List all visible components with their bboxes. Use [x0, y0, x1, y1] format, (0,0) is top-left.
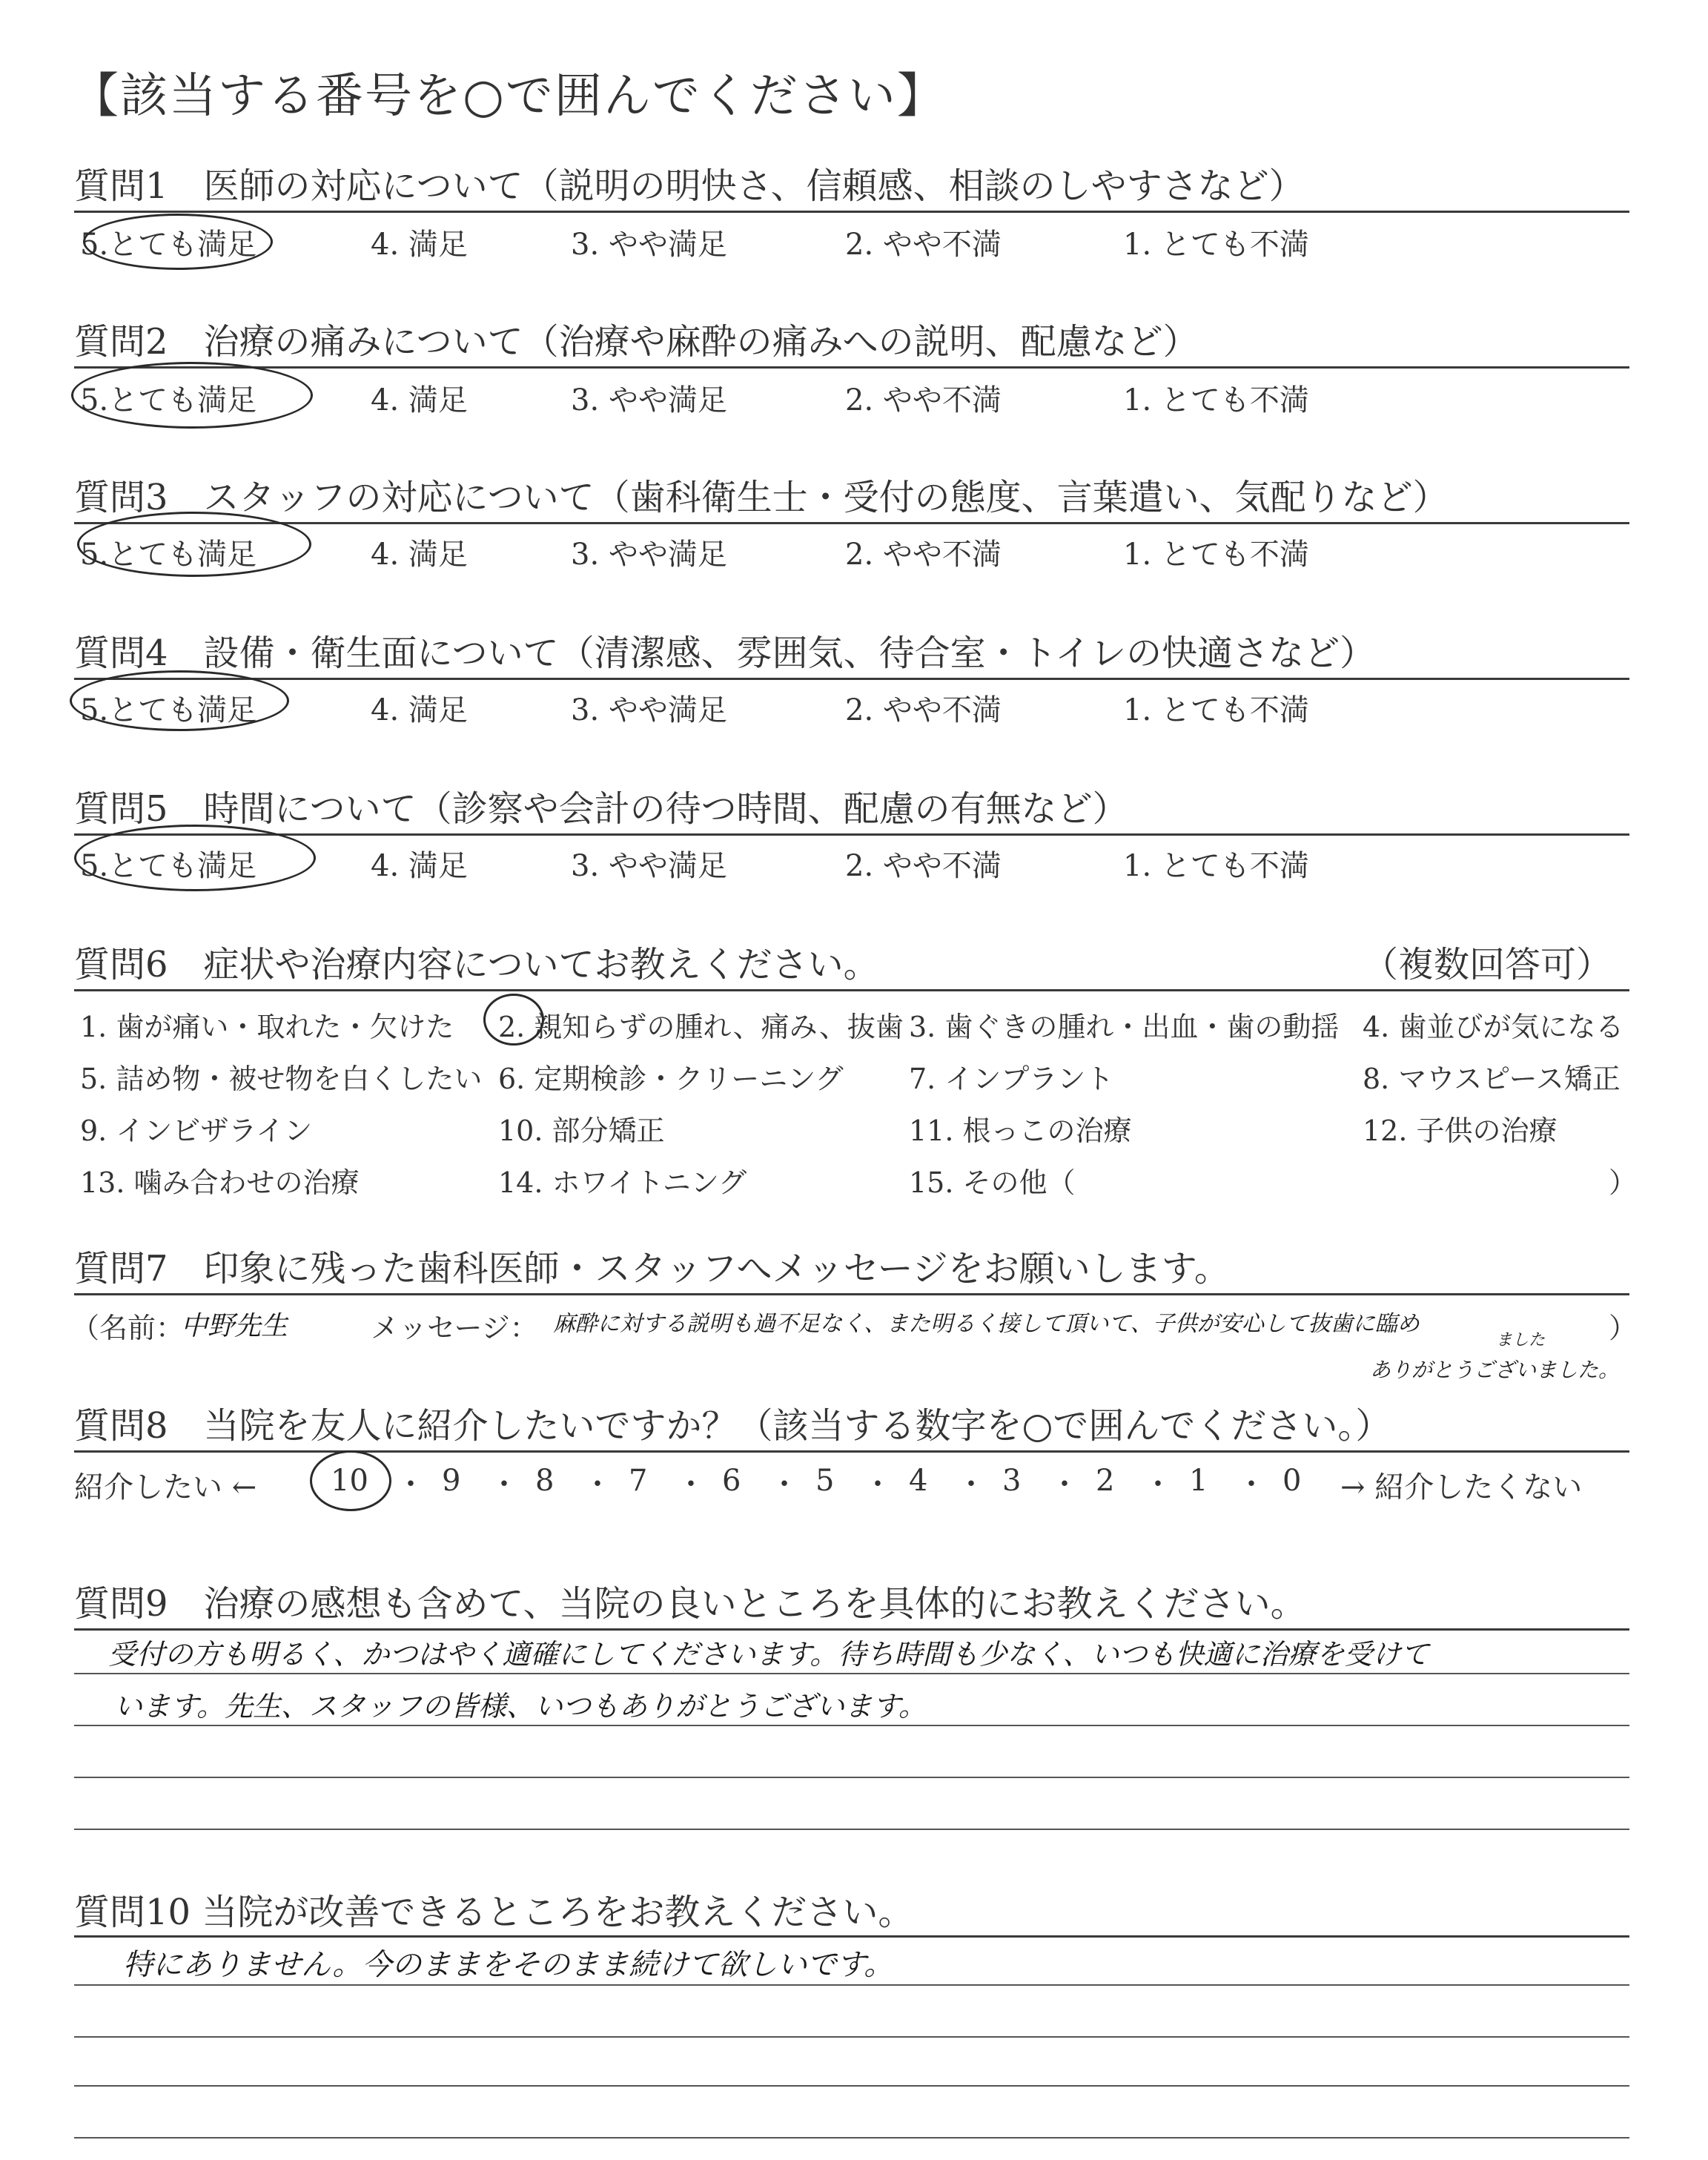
- option-1[interactable]: 1. とても不満: [1123, 228, 1309, 262]
- scale-separator: ・: [956, 1467, 986, 1502]
- option-3[interactable]: 3. やや満足: [571, 693, 727, 727]
- option-5[interactable]: 5.とても満足: [80, 228, 257, 262]
- question-5-title: 質問5 時間について（診察や会計の待つ時間、配慮の有無など）: [74, 788, 1128, 830]
- question-9-title: 質問9 治療の感想も含めて、当院の良いところを具体的にお教えください。: [74, 1583, 1306, 1625]
- selection-circle: [310, 1450, 391, 1511]
- symptom-item[interactable]: 4. 歯並びが気になる: [1363, 1011, 1624, 1043]
- selection-circle: [74, 825, 316, 891]
- scale-2[interactable]: 2: [1096, 1464, 1115, 1498]
- question-9-answer-line2[interactable]: います。先生、スタッフの皆様、いつもありがとうございます。: [114, 1690, 927, 1723]
- question-9-answer-line1[interactable]: 受付の方も明るく、かつはやく適確にしてくださいます。待ち時間も少なく、いつも快適に治療を受けて: [108, 1638, 1429, 1671]
- question-2-rule: [74, 366, 1629, 369]
- scale-separator: ・: [863, 1467, 893, 1502]
- answer-line: [74, 1984, 1629, 1986]
- name-value[interactable]: 中野先生: [181, 1311, 288, 1341]
- question-3-title: 質問3 スタッフの対応について（歯科衛生士・受付の態度、言葉遣い、気配りなど）: [74, 477, 1449, 518]
- option-3[interactable]: 3. やや満足: [571, 228, 727, 262]
- symptom-item[interactable]: 13. 噛み合わせの治療: [80, 1166, 360, 1199]
- question-6-title: 質問6 症状や治療内容についてお教えください。: [74, 944, 879, 985]
- option-3[interactable]: 3. やや満足: [571, 538, 727, 572]
- selection-circle: [70, 670, 289, 731]
- question-3-rule: [74, 522, 1629, 524]
- other-close-paren: ）: [1609, 1166, 1638, 1199]
- selection-circle: [71, 362, 313, 429]
- option-4[interactable]: 4. 満足: [371, 693, 468, 727]
- scale-left-label: 紹介したい ←: [74, 1470, 257, 1505]
- option-4[interactable]: 4. 満足: [371, 849, 468, 883]
- scale-8[interactable]: 8: [535, 1464, 555, 1498]
- symptom-item[interactable]: 6. 定期検診・クリーニング: [498, 1063, 844, 1095]
- question-8-title: 質問8 当院を友人に紹介したいですか？（該当する数字を○で囲んでください。）: [74, 1405, 1391, 1447]
- symptom-item-other[interactable]: 15. その他（: [909, 1166, 1076, 1199]
- question-8-rule: [74, 1450, 1629, 1453]
- scale-separator: ・: [489, 1467, 519, 1502]
- option-4[interactable]: 4. 満足: [371, 538, 468, 572]
- answer-line: [74, 1829, 1629, 1830]
- question-1-rule: [74, 211, 1629, 213]
- option-1[interactable]: 1. とても不満: [1123, 693, 1309, 727]
- scale-6[interactable]: 6: [722, 1464, 741, 1498]
- option-5[interactable]: 5.とても満足: [80, 849, 257, 883]
- scale-separator: ・: [1237, 1467, 1266, 1502]
- scale-7[interactable]: 7: [629, 1464, 648, 1498]
- question-1-title: 質問1 医師の対応について（説明の明快さ、信頼感、相談のしやすさなど）: [74, 165, 1305, 207]
- symptom-item[interactable]: 14. ホワイトニング: [498, 1166, 747, 1199]
- symptom-item[interactable]: 1. 歯が痛い・取れた・欠けた: [80, 1011, 454, 1043]
- scale-separator: ・: [396, 1467, 426, 1502]
- answer-line: [74, 1935, 1629, 1938]
- scale-separator: ・: [1050, 1467, 1079, 1502]
- option-2[interactable]: 2. やや不満: [845, 228, 1002, 262]
- symptom-item[interactable]: 3. 歯ぐきの腫れ・出血・歯の動揺: [909, 1011, 1340, 1043]
- symptom-item[interactable]: 7. インプラント: [909, 1063, 1114, 1095]
- selection-circle: [83, 214, 273, 270]
- question-6-rule: [74, 989, 1629, 991]
- question-10-answer[interactable]: 特にありません。今のままをそのまま続けて欲しいです。: [123, 1948, 894, 1982]
- option-4[interactable]: 4. 満足: [371, 228, 468, 262]
- scale-separator: ・: [583, 1467, 612, 1502]
- option-2[interactable]: 2. やや不満: [845, 849, 1002, 883]
- question-2-title: 質問2 治療の痛みについて（治療や麻酔の痛みへの説明、配慮など）: [74, 321, 1199, 363]
- question-6-note: （複数回答可）: [1363, 944, 1612, 985]
- message-continuation: ありがとうございました。: [1370, 1358, 1620, 1382]
- scale-separator: ・: [769, 1467, 799, 1502]
- question-4-title: 質問4 設備・衛生面について（清潔感、雰囲気、待合室・トイレの快適さなど）: [74, 633, 1376, 674]
- scale-5[interactable]: 5: [815, 1464, 835, 1498]
- symptom-item[interactable]: 12. 子供の治療: [1363, 1114, 1558, 1147]
- option-5[interactable]: 5.とても満足: [80, 383, 257, 417]
- message-insert: ました: [1496, 1331, 1546, 1350]
- option-1[interactable]: 1. とても不満: [1123, 538, 1309, 572]
- option-5[interactable]: 5.とても満足: [80, 693, 257, 727]
- option-2[interactable]: 2. やや不満: [845, 383, 1002, 417]
- selection-circle: [77, 512, 311, 577]
- symptom-item[interactable]: 11. 根っこの治療: [909, 1114, 1132, 1147]
- question-5-rule: [74, 833, 1629, 836]
- scale-9[interactable]: 9: [442, 1464, 461, 1498]
- scale-0[interactable]: 0: [1282, 1464, 1302, 1498]
- option-3[interactable]: 3. やや満足: [571, 849, 727, 883]
- question-7-rule: [74, 1293, 1629, 1295]
- option-4[interactable]: 4. 満足: [371, 383, 468, 417]
- option-2[interactable]: 2. やや不満: [845, 538, 1002, 572]
- option-3[interactable]: 3. やや満足: [571, 383, 727, 417]
- question-4-rule: [74, 678, 1629, 680]
- option-2[interactable]: 2. やや不満: [845, 693, 1002, 727]
- scale-separator: ・: [1143, 1467, 1173, 1502]
- symptom-item[interactable]: 2. 親知らずの腫れ、痛み、抜歯: [498, 1011, 904, 1043]
- page-title: 【該当する番号を○で囲んでください】: [71, 69, 946, 124]
- answer-line: [74, 1673, 1629, 1674]
- answer-line: [74, 2137, 1629, 2138]
- option-1[interactable]: 1. とても不満: [1123, 849, 1309, 883]
- answer-line: [74, 2085, 1629, 2087]
- answer-line: [74, 1777, 1629, 1778]
- scale-1[interactable]: 1: [1189, 1464, 1208, 1498]
- symptom-item[interactable]: 8. マウスピース矯正: [1363, 1063, 1621, 1095]
- answer-line: [74, 1628, 1629, 1631]
- scale-4[interactable]: 4: [909, 1464, 928, 1498]
- answer-line: [74, 2036, 1629, 2038]
- scale-3[interactable]: 3: [1002, 1464, 1022, 1498]
- scale-right-label: → 紹介したくない: [1340, 1470, 1583, 1505]
- scale-10[interactable]: 10: [331, 1464, 368, 1498]
- question-7-title: 質問7 印象に残った歯科医師・スタッフへメッセージをお願いします。: [74, 1248, 1230, 1289]
- selection-circle: [483, 994, 544, 1046]
- name-label: （名前：: [71, 1312, 185, 1344]
- scale-separator: ・: [676, 1467, 706, 1502]
- option-1[interactable]: 1. とても不満: [1123, 383, 1309, 417]
- message-label: メッセージ：: [371, 1312, 538, 1344]
- symptom-item[interactable]: 9. インビザライン: [80, 1114, 313, 1147]
- message-close-paren: ）: [1609, 1312, 1638, 1344]
- message-value[interactable]: 麻酔に対する説明も過不足なく、また明るく接して頂いて、子供が安心して抜歯に臨め: [553, 1311, 1420, 1337]
- question-10-title: 質問10 当院が改善できるところをお教えください。: [74, 1892, 914, 1933]
- symptom-item[interactable]: 10. 部分矯正: [498, 1114, 665, 1147]
- option-5[interactable]: 5.とても満足: [80, 538, 257, 572]
- answer-line: [74, 1725, 1629, 1726]
- symptom-item[interactable]: 5. 詰め物・被せ物を白くしたい: [80, 1063, 483, 1095]
